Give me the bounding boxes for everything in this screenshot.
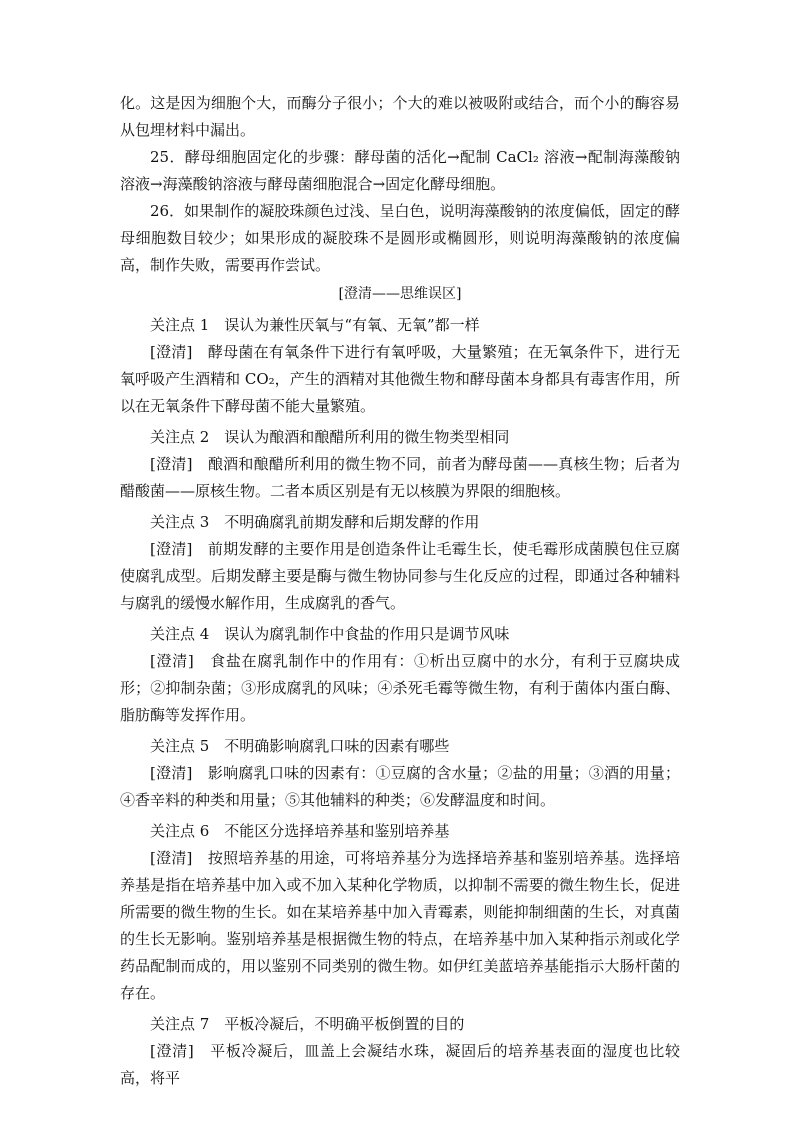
clarify-tag: [澄清] xyxy=(150,343,193,361)
point-title: 关注点 5 不明确影响腐乳口味的因素有哪些 xyxy=(150,737,450,755)
point-text xyxy=(120,339,680,420)
point-1 xyxy=(120,312,680,420)
clarify-tag: [澄清] xyxy=(150,764,193,782)
clarify-tag: [澄清] xyxy=(150,849,193,867)
point-7 xyxy=(120,1011,680,1092)
clarify-text: 食盐在腐乳制作中的作用有：①析出豆腐中的水分，有利于豆腐块成形；②抑制杂菌；③形成腐乳的风味；④杀死毛霉等微生物，有利于菌体内蛋白酶、脂肪酶等发挥作用。 xyxy=(120,652,680,724)
point-title: 关注点 2 误认为酿酒和酿醋所利用的微生物类型相同 xyxy=(150,428,510,446)
clarify-text: 酵母菌在有氧条件下进行有氧呼吸，大量繁殖；在无氧条件下，进行无氧呼吸产生酒精和 CO₂，产生的酒精对其他微生物和酵母菌本身都具有毒害作用，所以在无氧条件下酵母菌不能大量繁殖。 xyxy=(120,343,680,415)
clarify-text: 酿酒和酿醋所利用的微生物不同，前者为酵母菌——真核生物；后者为醋酸菌——原核生物。二者本质区别是有无以核膜为界限的细胞核。 xyxy=(120,455,680,500)
clarify-tag: [澄清] xyxy=(150,540,193,558)
clarify-text: 平板冷凝后，皿盖上会凝结水珠，凝固后的培养基表面的湿度也比较高，将平 xyxy=(120,1042,680,1087)
point-title: 关注点 7 平板冷凝后，不明确平板倒置的目的 xyxy=(150,1015,465,1033)
clarify-text: 前期发酵的主要作用是创造条件让毛霉生长，使毛霉形成菌膜包住豆腐使腐乳成型。后期发酵主要是酶与微生物协同参与生化反应的过程，即通过各种辅料与腐乳的缓慢水解作用，生成腐乳的香气。 xyxy=(120,540,680,612)
section-title: [澄清——思维误区] xyxy=(338,286,462,302)
point-title: 关注点 6 不能区分选择培养基和鉴别培养基 xyxy=(150,822,450,840)
clarify-text: 按照培养基的用途，可将培养基分为选择培养基和鉴别培养基。选择培养基是指在培养基中加入或不加入某种化学物质，以抑制不需要的微生物生长，促进所需要的微生物的生长。如在某培养基中加入青霉素，则能抑制细菌的生长，对真菌的生长无影响。鉴别培养基是根据微生物的特点，在培养基中加入某种指示剂或化学药品配制而成的，用以鉴别不同类别的微生物。如伊红美蓝培养基能指示大肠杆菌的存在。 xyxy=(120,849,680,1002)
point-title: 关注点 1 误认为兼性厌氧与“有氧、无氧”都一样 xyxy=(150,316,480,334)
paragraph-top: 化。这是因为细胞个大，而酶分子很小；个大的难以被吸附或结合，而个小的酶容易从包埋材料中漏出。 xyxy=(120,94,680,139)
point-text xyxy=(120,536,680,617)
point-3 xyxy=(120,509,680,617)
clarify-tag: [澄清] xyxy=(150,1042,194,1060)
document-body xyxy=(120,90,680,1092)
point-title: 关注点 4 误认为腐乳制作中食盐的作用只是调节风味 xyxy=(150,625,510,643)
clarify-tag: [澄清] xyxy=(150,455,193,473)
point-text xyxy=(120,451,680,505)
paragraph-25: 25．酵母细胞固定化的步骤：酵母菌的活化→配制 CaCl₂ 溶液→配制海藻酸钠溶液→海藻酸钠溶液与酵母菌细胞混合→固定化酵母细胞。 xyxy=(120,148,680,193)
point-6 xyxy=(120,818,680,1007)
point-5 xyxy=(120,733,680,814)
point-text xyxy=(120,845,680,1007)
point-text xyxy=(120,1038,680,1092)
paragraph-26: 26．如果制作的凝胶珠颜色过浅、呈白色，说明海藻酸钠的浓度偏低，固定的酵母细胞数目较少；如果形成的凝胶珠不是圆形或椭圆形，则说明海藻酸钠的浓度偏高，制作失败，需要再作尝试。 xyxy=(120,202,680,274)
point-text xyxy=(120,648,680,729)
point-4 xyxy=(120,621,680,729)
point-text xyxy=(120,760,680,814)
clarify-tag: [澄清] xyxy=(150,652,194,670)
clarify-text: 影响腐乳口味的因素有：①豆腐的含水量；②盐的用量；③酒的用量；④香辛料的种类和用量；⑤其他辅料的种类；⑥发酵温度和时间。 xyxy=(120,764,680,809)
point-2 xyxy=(120,424,680,505)
point-title: 关注点 3 不明确腐乳前期发酵和后期发酵的作用 xyxy=(150,513,480,531)
